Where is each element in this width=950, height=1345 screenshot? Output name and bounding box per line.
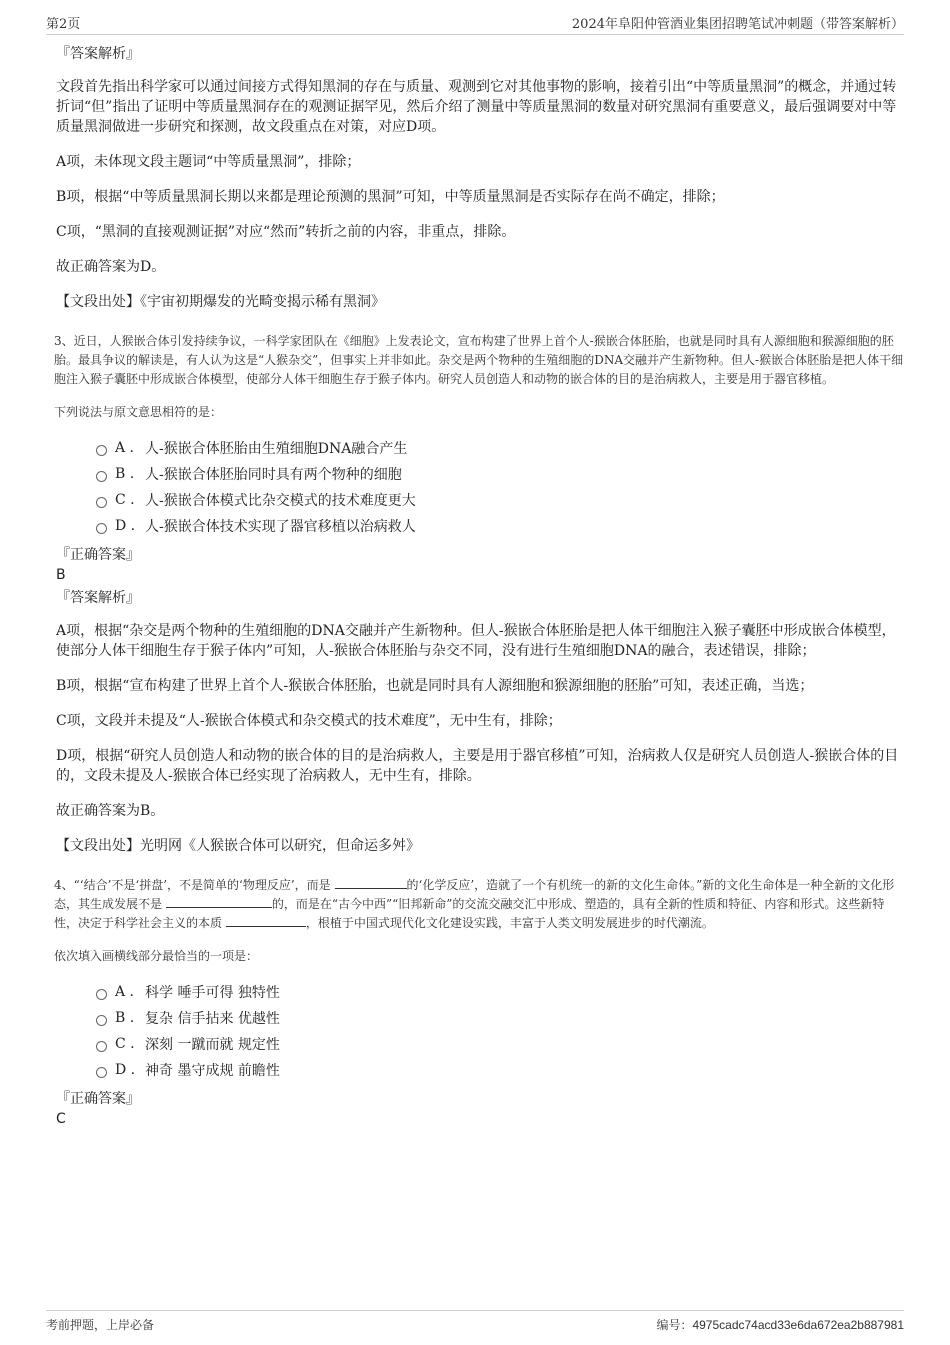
radio-icon[interactable] bbox=[96, 1067, 107, 1078]
option-letter: D . bbox=[115, 518, 136, 534]
q3-analysis-label: 『答案解析』 bbox=[56, 590, 140, 606]
radio-icon[interactable] bbox=[96, 1041, 107, 1052]
q2-analysis-paragraph: 故正确答案为D。 bbox=[56, 259, 166, 275]
q3-analysis-paragraph: C项，文段并未提及“人-猴嵌合体模式和杂交模式的技术难度”，无中生有，排除； bbox=[56, 713, 562, 729]
q4-option-c[interactable] bbox=[96, 1031, 904, 1057]
q3-analysis-paragraph: B项，根据“宣布构建了世界上首个人-猴嵌合体胚胎，也就是同时具有人源细胞和猴源细胞的胚胎”可知，表述正确，当选； bbox=[56, 678, 814, 694]
page-header bbox=[46, 10, 904, 35]
option-letter: A . bbox=[115, 440, 135, 456]
q4-option-b[interactable] bbox=[96, 1005, 904, 1031]
footer-slogan: 考前押题，上岸必备 bbox=[46, 1318, 155, 1332]
q2-analysis-paragraph: A项，未体现文段主题词“中等质量黑洞”，排除； bbox=[56, 154, 361, 170]
code-label: 编号： bbox=[656, 1318, 693, 1332]
q3-analysis-paragraph: D项，根据“研究人员创造人和动物的嵌合体的目的是治病救人，主要是用于器官移植”可知，治病救人仅是研究人员创造人-猴嵌合体的目的，文段未提及人-猴嵌合体已经实现了治病救人，无中生有，排除。 bbox=[56, 748, 899, 784]
q4-prompt: 依次填入画横线部分最恰当的一项是： bbox=[54, 949, 259, 963]
fill-blank-3 bbox=[226, 914, 306, 927]
option-letter: A . bbox=[115, 984, 135, 1000]
q4-question-text bbox=[54, 876, 904, 933]
option-text: 神奇 墨守成规 前瞻性 bbox=[145, 1063, 280, 1079]
option-text: 复杂 信手拈来 优越性 bbox=[145, 1011, 280, 1027]
q2-analysis-label: 『答案解析』 bbox=[56, 46, 140, 62]
q3-option-a[interactable] bbox=[96, 435, 904, 461]
option-letter: B . bbox=[115, 466, 135, 482]
content bbox=[56, 44, 904, 1132]
q2-analysis-paragraph: 文段首先指出科学家可以通过间接方式得知黑洞的存在与质量、观测到它对其他事物的影响，接着引出“中等质量黑洞”的概念，并通过转折词“但”指出了证明中等质量黑洞存在的观测证据罕见，然后介绍了测量中等质量黑洞的数量对研究黑洞有重要意义，最后强调要对中等质量黑洞做进一步研究和探测，故文段重点在对策，对应D项。 bbox=[56, 79, 897, 135]
radio-icon[interactable] bbox=[96, 523, 107, 534]
option-text: 人-猴嵌合体模式比杂交模式的技术难度更大 bbox=[145, 493, 416, 509]
q3-source: 【文段出处】光明网《人猴嵌合体可以研究，但命运多舛》 bbox=[56, 838, 420, 854]
q4-text-part: 的，而是在“古今中西”“旧邦新命”的交流交融交汇中形成、塑造的，具有全新的性质和特征、内容和形式。这些新特性，决定于科学社会主义的本质 bbox=[54, 897, 885, 930]
option-text: 人-猴嵌合体胚胎由生殖细胞DNA融合产生 bbox=[145, 441, 408, 457]
fill-blank-1 bbox=[335, 876, 407, 889]
option-text: 科学 唾手可得 独特性 bbox=[145, 985, 280, 1001]
q3-analysis-paragraph: 故正确答案为B。 bbox=[56, 803, 165, 819]
radio-icon[interactable] bbox=[96, 989, 107, 1000]
radio-icon[interactable] bbox=[96, 445, 107, 456]
code-value: 4975cadc74acd33e6da672ea2b887981 bbox=[692, 1318, 904, 1332]
q3-answer-label: 『正确答案』 bbox=[56, 547, 140, 563]
q4-option-d[interactable] bbox=[96, 1057, 904, 1083]
q4-text-part: ，根植于中国式现代化文化建设实践，丰富于人类文明发展进步的时代潮流。 bbox=[305, 916, 714, 930]
q3-question-text: 3、近日，人猴嵌合体引发持续争议，一科学家团队在《细胞》上发表论文，宣布构建了世界上首个人-猴嵌合体胚胎，也就是同时具有人源细胞和猴源细胞的胚胎。最具争议的解读是，有人认为这是“人猴杂交”，但事实上并非如此。杂交是两个物种的生殖细胞的DNA交融并产生新物种。但人-猴嵌合体胚胎是把人体干细胞注入猴子囊胚中形成嵌合体模型，使部分人体干细胞生存于猴子体内。研究人员创造人和动物的嵌合体的目的是治病救人，主要是用于器官移植。 bbox=[54, 334, 904, 386]
q4-text-part: 的‘化学反应’，造就了一个有机统一的新的文化生命体。”新的文化生命体是一种全新的文化形态，其生成发展不是 bbox=[54, 878, 895, 911]
option-text: 人-猴嵌合体胚胎同时具有两个物种的细胞 bbox=[145, 467, 402, 483]
document-code bbox=[656, 1316, 904, 1333]
q2-analysis-paragraph: B项，根据“中等质量黑洞长期以来都是理论预测的黑洞”可知，中等质量黑洞是否实际存在尚不确定，排除； bbox=[56, 189, 725, 205]
q3-answer: B bbox=[56, 567, 66, 583]
document-title: 2024年阜阳仲管酒业集团招聘笔试冲刺题（带答案解析） bbox=[571, 17, 904, 32]
q2-source: 【文段出处】《宇宙初期爆发的光畸变揭示稀有黑洞》 bbox=[56, 294, 385, 310]
q2-analysis-paragraph: C项，“黑洞的直接观测证据”对应“然而”转折之前的内容，非重点，排除。 bbox=[56, 224, 516, 240]
radio-icon[interactable] bbox=[96, 1015, 107, 1026]
q3-prompt: 下列说法与原文意思相符的是： bbox=[54, 405, 223, 419]
q4-options bbox=[96, 979, 904, 1083]
q4-answer-label: 『正确答案』 bbox=[56, 1091, 140, 1107]
q4-text-part: 4、“‘结合’不是‘拼盘’，不是简单的‘物理反应’，而是 bbox=[54, 878, 331, 892]
option-text: 深刻 一蹴而就 规定性 bbox=[145, 1037, 280, 1053]
option-text: 人-猴嵌合体技术实现了器官移植以治病救人 bbox=[145, 519, 416, 535]
option-letter: C . bbox=[115, 1036, 135, 1052]
q3-analysis-paragraph: A项，根据“杂交是两个物种的生殖细胞的DNA交融并产生新物种。但人-猴嵌合体胚胎是把人体干细胞注入猴子囊胚中形成嵌合体模型，使部分人体干细胞生存于猴子体内”可知，人-猴嵌合体胚胎与杂交不同，没有进行生殖细胞DNA的融合，表述错误，排除； bbox=[56, 623, 896, 659]
q3-option-d[interactable] bbox=[96, 513, 904, 539]
q4-answer: C bbox=[56, 1111, 66, 1127]
option-letter: B . bbox=[115, 1010, 135, 1026]
q3-options bbox=[96, 435, 904, 539]
q4-option-a[interactable] bbox=[96, 979, 904, 1005]
q2-analysis bbox=[56, 44, 904, 312]
question-3 bbox=[56, 332, 904, 856]
question-4 bbox=[56, 876, 904, 1129]
q3-option-c[interactable] bbox=[96, 487, 904, 513]
fill-blank-2 bbox=[166, 895, 272, 908]
page-number: 第2页 bbox=[46, 17, 81, 32]
q3-option-b[interactable] bbox=[96, 461, 904, 487]
page-footer bbox=[46, 1310, 904, 1333]
radio-icon[interactable] bbox=[96, 497, 107, 508]
option-letter: D . bbox=[115, 1062, 136, 1078]
radio-icon[interactable] bbox=[96, 471, 107, 482]
option-letter: C . bbox=[115, 492, 135, 508]
